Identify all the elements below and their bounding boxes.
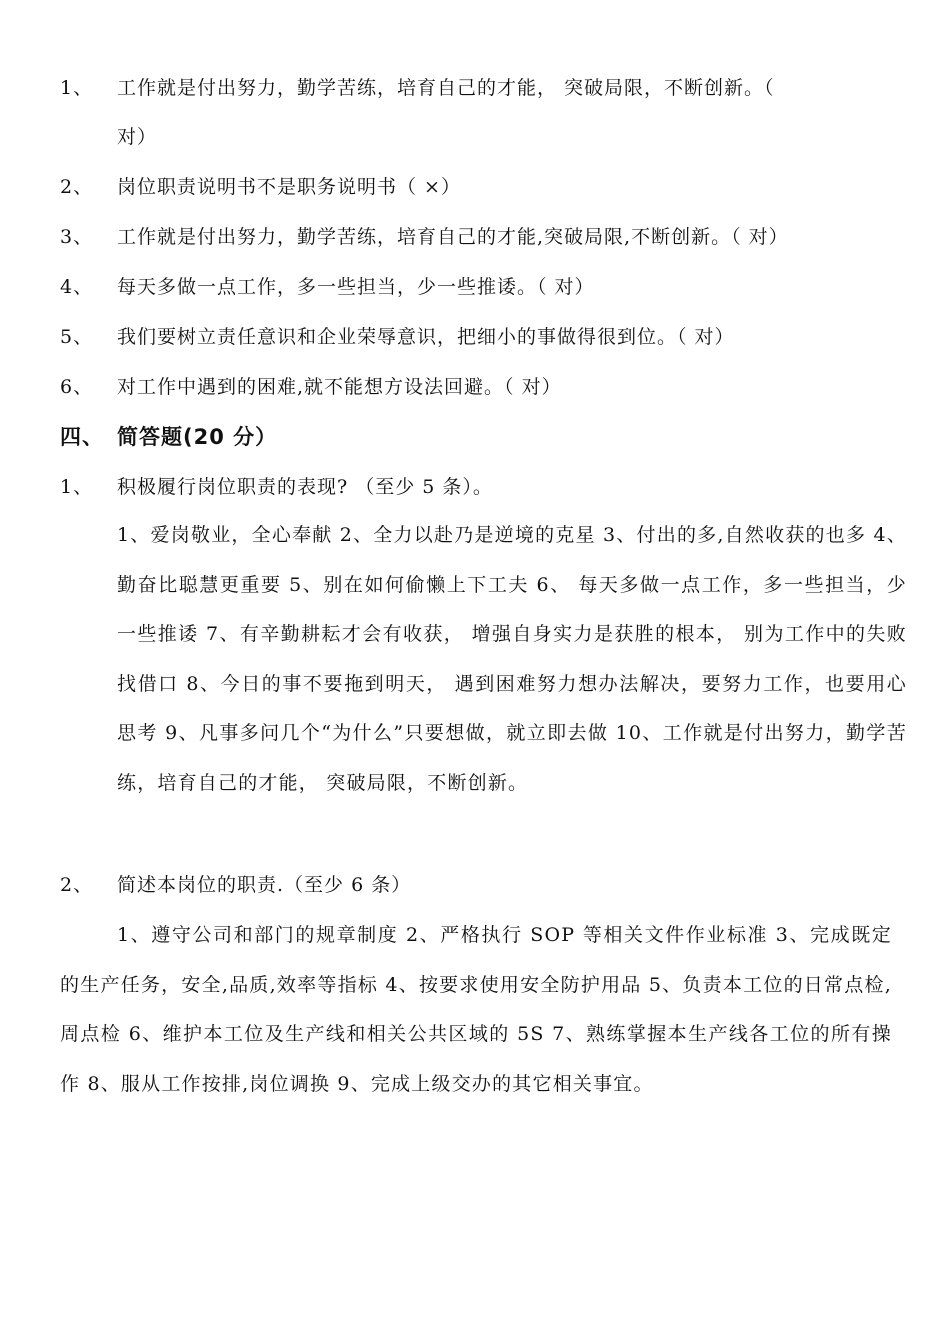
item-number: 3、 [60,226,94,248]
item-text: 我们要树立责任意识和企业荣辱意识，把细小的事做得很到位。（ 对） [117,326,735,348]
item-number: 1、 [60,77,94,99]
section-title: 简答题(20 分） [117,425,278,449]
item-number: 2、 [60,176,94,198]
item-text: 每天多做一点工作，多一些担当，少一些推诿。（ 对） [117,276,595,298]
question-text: 简述本岗位的职责.（至少 6 条） [117,874,412,896]
item-text: 岗位职责说明书不是职务说明书（ ×） [117,176,461,198]
question-text: 积极履行岗位职责的表现? （至少 5 条）。 [117,476,493,498]
question-number: 2、 [60,874,94,896]
item-text: 对工作中遇到的困难,就不能想方设法回避。（ 对） [117,376,562,398]
question-number: 1、 [60,476,94,498]
section-number: 四、 [60,425,104,449]
item-text: 工作就是付出努力，勤学苦练，培育自己的才能,突破局限,不断创新。（ 对） [117,226,789,248]
answer-2: 1、遵守公司和部门的规章制度 2、严格执行 SOP 等相关文件作业标准 3、完成既定的生产任务，安全,品质,效率等指标 4、按要求使用安全防护用品 5、负责本工位的日常点检,周点检 6、维护本工位及生产线和相关公共区域的 5S 7、熟练掌握本生产线各工位的所有操作 8、服从工作按排,岗位调换 9、完成上级交办的其它相关事宜。 [60,924,892,1095]
item-number: 6、 [60,376,94,398]
item-text: 工作就是付出努力，勤学苦练，培育自己的才能， 突破局限，不断创新。（ [117,77,775,99]
item-text-continued: 对） [117,126,158,148]
answer-1: 1、爱岗敬业，全心奉献 2、全力以赴乃是逆境的克星 3、付出的多,自然收获的也多 4、 勤奋比聪慧更重要 5、别在如何偷懒上下工夫 6、 每天多做一点工作，多一些担当，少一些推诿 7、有辛勤耕耘才会有收获， 增强自身实力是获胜的根本， 别为工作中的失败找借口 8、今日的事不要拖到明天， 遇到困难努力想办法解决，要努力工作，也要用心思考 9、凡事多问几个“为什么”只要想做，就立即去做 10、工作就是付出努力，勤学苦练，培育自己的才能， 突破局限，不断创新。 [117,524,907,794]
item-number: 5、 [60,326,94,348]
item-number: 4、 [60,276,94,298]
